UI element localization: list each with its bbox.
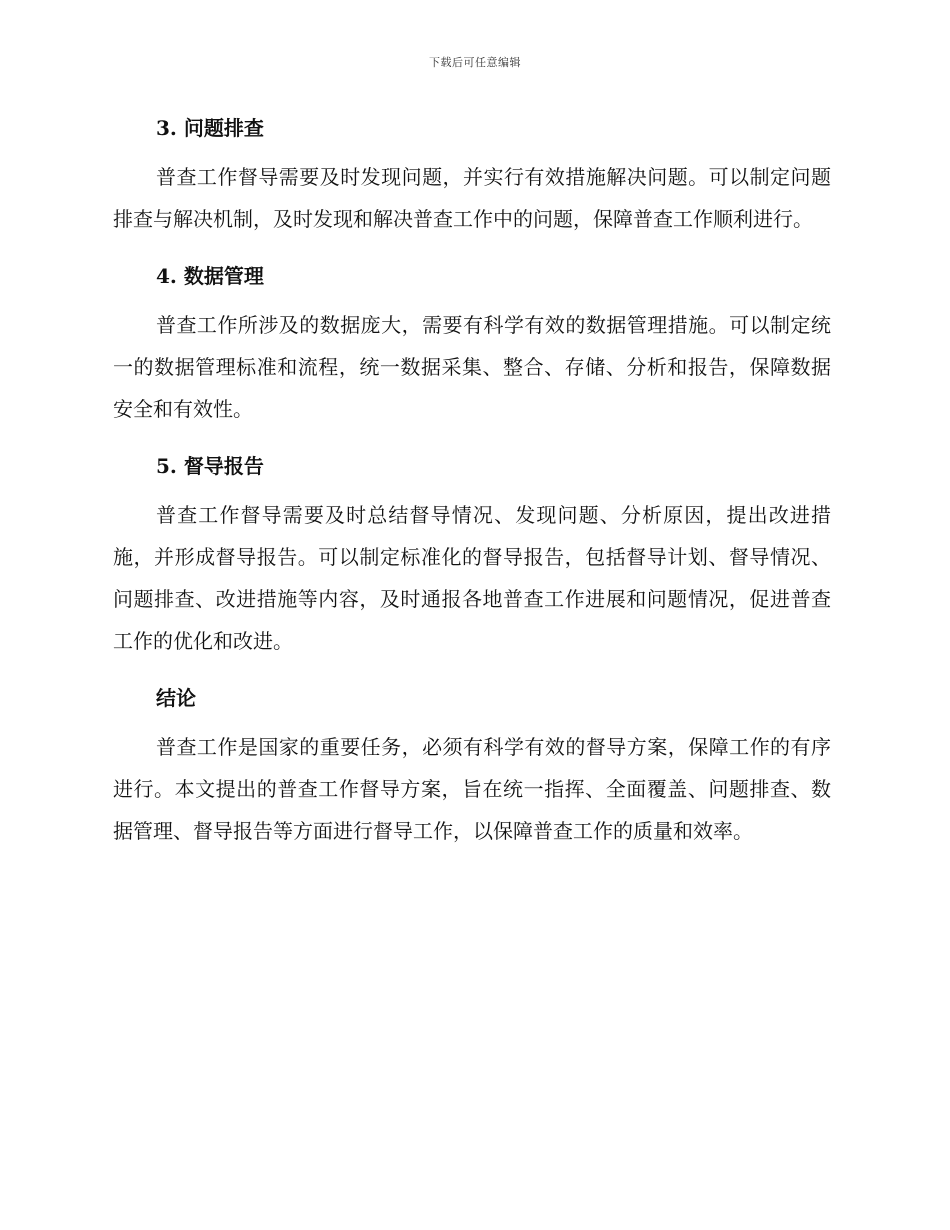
document-body: [113, 110, 831, 870]
section-heading-conclusion: 结论: [156, 686, 196, 710]
section-heading-problem-check: 3. 问题排查: [156, 116, 264, 140]
page-header: 下载后可任意编辑: [429, 56, 521, 69]
section-paragraph-supervision-report: 普查工作督导需要及时总结督导情况、发现问题、分析原因，提出改进措施，并形成督导报告。可以制定标准化的督导报告，包括督导计划、督导情况、问题排查、改进措施等内容，及时通报各地普查工作进展和问题情况，促进普查工作的优化和改进。: [113, 503, 831, 653]
section-paragraph-problem-check: 普查工作督导需要及时发现问题，并实行有效措施解决问题。可以制定问题排查与解决机制，及时发现和解决普查工作中的问题，保障普查工作顺利进行。: [113, 165, 831, 231]
section-paragraph-conclusion: 普查工作是国家的重要任务，必须有科学有效的督导方案，保障工作的有序进行。本文提出的普查工作督导方案，旨在统一指挥、全面覆盖、问题排查、数据管理、督导报告等方面进行督导工作，以保障普查工作的质量和效率。: [113, 735, 831, 843]
section-heading-data-management: 4. 数据管理: [156, 264, 264, 288]
section-heading-supervision-report: 5. 督导报告: [156, 454, 264, 478]
section-paragraph-data-management: 普查工作所涉及的数据庞大，需要有科学有效的数据管理措施。可以制定统一的数据管理标准和流程，统一数据采集、整合、存储、分析和报告，保障数据安全和有效性。: [113, 313, 831, 421]
